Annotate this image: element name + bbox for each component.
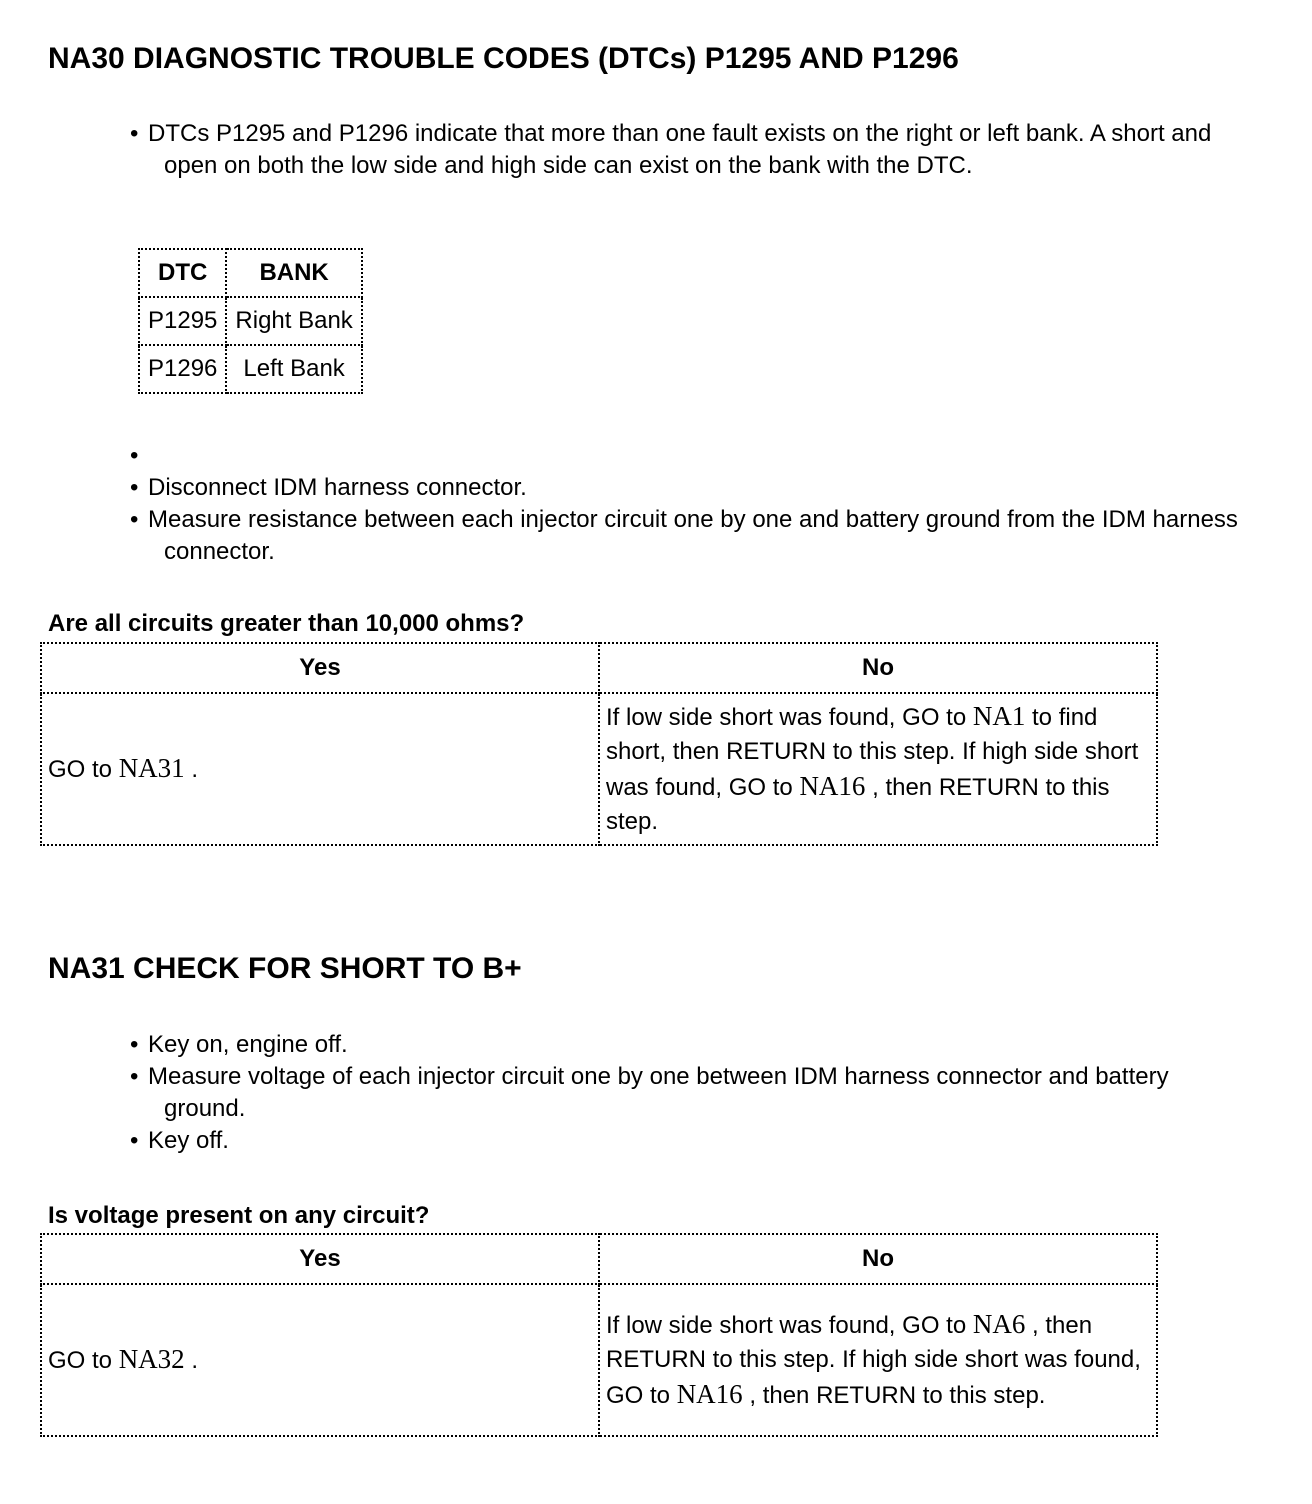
text: If low side short was found, GO to <box>606 1312 973 1339</box>
section-title-na31: NA31 CHECK FOR SHORT TO B+ <box>48 952 522 985</box>
no-header: No <box>599 643 1157 693</box>
header-bank: BANK <box>226 249 361 297</box>
yes-no-table-na31 <box>40 1233 1158 1437</box>
steps-list-na31 <box>130 1029 1250 1157</box>
cell: Left Bank <box>226 345 361 393</box>
yes-header: Yes <box>41 1234 599 1284</box>
question-na31: Is voltage present on any circuit? <box>48 1202 430 1229</box>
steps-list-na30 <box>130 440 1260 568</box>
link-na1[interactable]: NA1 <box>972 701 1026 731</box>
intro-list <box>130 118 1240 182</box>
header-dtc: DTC <box>139 249 226 297</box>
link-na16[interactable]: NA16 <box>676 1379 743 1409</box>
text: GO to <box>48 1347 119 1374</box>
list-item <box>130 118 1240 182</box>
list-item <box>130 1125 1250 1157</box>
link-na32[interactable]: NA32 <box>118 1344 185 1374</box>
no-cell <box>599 693 1157 845</box>
cell: Right Bank <box>226 297 361 345</box>
list-item <box>130 504 1260 568</box>
yes-cell <box>41 693 599 845</box>
yes-cell <box>41 1284 599 1436</box>
list-item <box>130 472 1260 504</box>
dtc-bank-table <box>138 248 363 394</box>
text: If low side short was found, GO to <box>606 704 973 731</box>
text: . <box>184 756 199 783</box>
step-text: Key on, engine off. <box>148 1031 348 1058</box>
question-na30: Are all circuits greater than 10,000 ohms? <box>48 610 525 637</box>
no-cell <box>599 1284 1157 1436</box>
cell: P1296 <box>139 345 226 393</box>
text: , then RETURN to this step. If high side short was found, GO to <box>606 1312 1141 1409</box>
intro-text: • DTCs P1295 and P1296 indicate that more than one fault exists on the right or left bank. A short and open on both the low side and high side can exist on the bank with the DTC. <box>148 120 1212 179</box>
step-text: Disconnect IDM harness connector. <box>148 474 527 501</box>
link-na16[interactable]: NA16 <box>799 771 866 801</box>
text: to find short, then RETURN to this step. If high side short was found, GO to <box>606 704 1139 801</box>
section-title-na30: NA30 DIAGNOSTIC TROUBLE CODES (DTCs) P1295 AND P1296 <box>48 42 959 75</box>
link-na31[interactable]: NA31 <box>118 753 185 783</box>
table-row <box>139 297 362 345</box>
link-na6[interactable]: NA6 <box>972 1309 1026 1339</box>
step-text: Key off. <box>148 1127 229 1154</box>
no-header: No <box>599 1234 1157 1284</box>
yes-no-table-na30 <box>40 642 1158 846</box>
list-item <box>130 440 1260 472</box>
step-text: • Measure voltage of each injector circuit one by one between IDM harness connector and battery ground. <box>148 1063 1169 1122</box>
yes-header: Yes <box>41 643 599 693</box>
table-row <box>139 345 362 393</box>
text: GO to <box>48 756 119 783</box>
text: , then RETURN to this step. <box>742 1382 1046 1409</box>
list-item <box>130 1061 1250 1125</box>
cell: P1295 <box>139 297 226 345</box>
text: . <box>184 1347 199 1374</box>
text: , then RETURN to this step. <box>606 774 1110 835</box>
step-text: • Measure resistance between each injector circuit one by one and battery ground from the IDM harness connector. <box>148 506 1238 565</box>
list-item <box>130 1029 1250 1061</box>
